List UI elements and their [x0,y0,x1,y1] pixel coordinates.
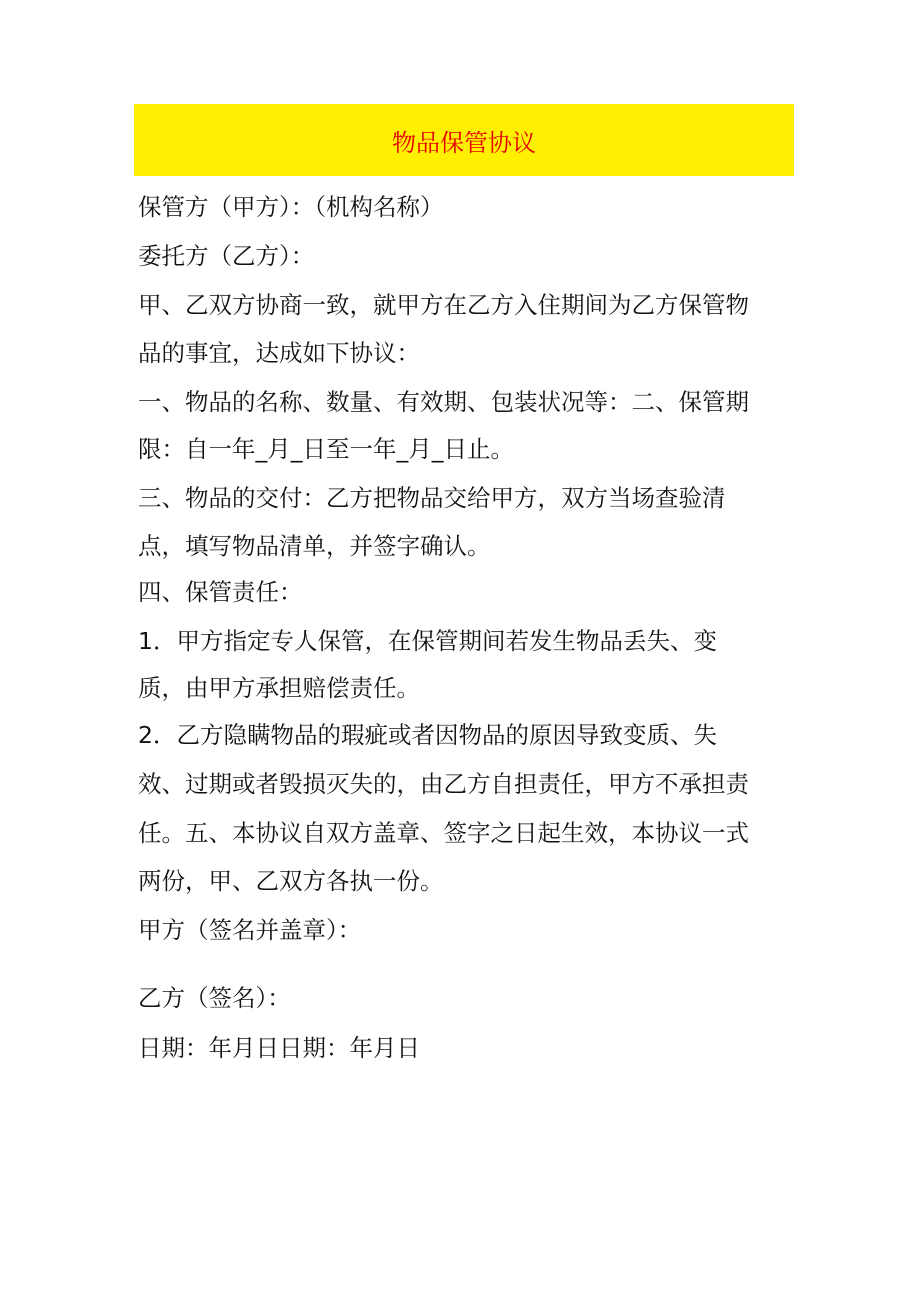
signature-party-b: 乙方（签名）： [138,984,291,1012]
text-line-item-2a: 2．乙方隐瞒物品的瑕疵或者因物品的原因导致变质、失 [138,721,717,749]
title-banner [134,104,794,176]
text-line-item-1b: 质，由甲方承担赔偿责任。 [138,674,420,702]
text-line-clause-2-period: 限：自一年_月_日至一年_月_日止。 [138,435,514,463]
document-title: 物品保管协议 [392,128,536,157]
text-line-item-2d: 两份，甲、乙双方各执一份。 [138,867,444,895]
text-line-clause-1: 一、物品的名称、数量、有效期、包装状况等：二、保管期 [138,388,749,416]
text-line-clause-3-1: 三、物品的交付：乙方把物品交给甲方，双方当场查验清 [138,484,726,512]
text-line-keeper: 保管方（甲方）：（机构名称） [138,193,444,221]
date-line: 日期：年月日日期：年月日 [138,1034,420,1062]
text-line-clause-4: 四、保管责任： [138,578,303,606]
text-line-intro-2: 品的事宜，达成如下协议： [138,339,420,367]
text-line-item-2b: 效、过期或者毁损灭失的，由乙方自担责任，甲方不承担责 [138,770,749,798]
text-line-intro-1: 甲、乙双方协商一致，就甲方在乙方入住期间为乙方保管物 [138,291,749,319]
text-line-item-2c: 任。五、本协议自双方盖章、签字之日起生效，本协议一式 [138,819,749,847]
text-line-depositor: 委托方（乙方）： [138,242,315,270]
text-line-item-1a: 1．甲方指定专人保管，在保管期间若发生物品丢失、变 [138,627,717,655]
text-line-clause-3-2: 点，填写物品清单，并签字确认。 [138,532,491,560]
signature-party-a: 甲方（签名并盖章）： [138,916,362,944]
